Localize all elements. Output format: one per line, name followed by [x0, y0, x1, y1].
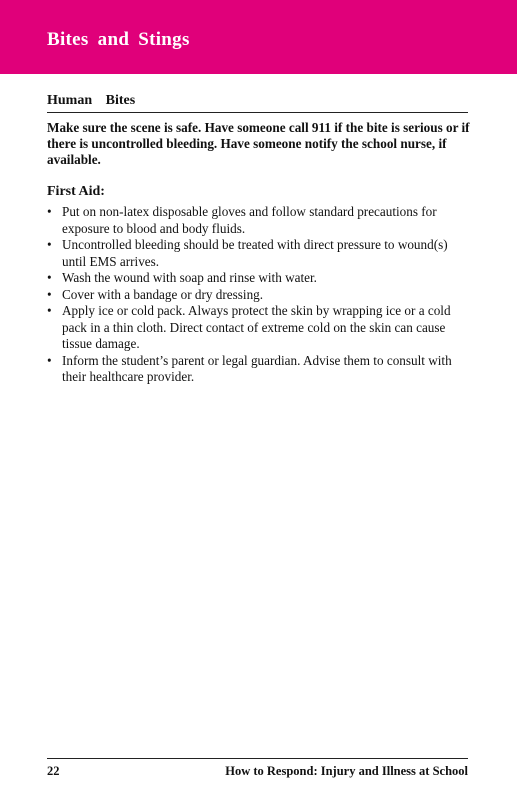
list-item: • Wash the wound with soap and rinse with water.	[47, 270, 475, 287]
list-item: • Uncontrolled bleeding should be treated with direct pressure to wound(s) until EMS arrives.	[47, 237, 475, 270]
page-number: 22	[47, 764, 60, 778]
list-item: • Apply ice or cold pack. Always protect the skin by wrapping ice or a cold pack in a thin cloth. Direct contact of extreme cold on the skin can cause tissue damage.	[47, 303, 475, 353]
list-item: • Put on non-latex disposable gloves and follow standard precautions for exposure to blood and body fluids.	[47, 204, 475, 237]
list-item: • Cover with a bandage or dry dressing.	[47, 287, 475, 304]
first-aid-heading: First Aid:	[47, 184, 105, 199]
intro-paragraph: Make sure the scene is safe. Have someone call 911 if the bite is serious or if there is uncontrolled bleeding. Have someone notify the school nurse, if available.	[47, 120, 470, 167]
section-heading: Human Bites	[47, 93, 468, 113]
footer-title: How to Respond: Injury and Illness at School	[225, 764, 468, 778]
header-banner	[0, 0, 517, 74]
footer-divider	[47, 758, 468, 759]
page-title: Bites and Stings	[47, 29, 190, 50]
list-item: • Inform the student’s parent or legal guardian. Advise them to consult with their healthcare provider.	[47, 353, 475, 386]
first-aid-steps-list	[47, 204, 475, 386]
